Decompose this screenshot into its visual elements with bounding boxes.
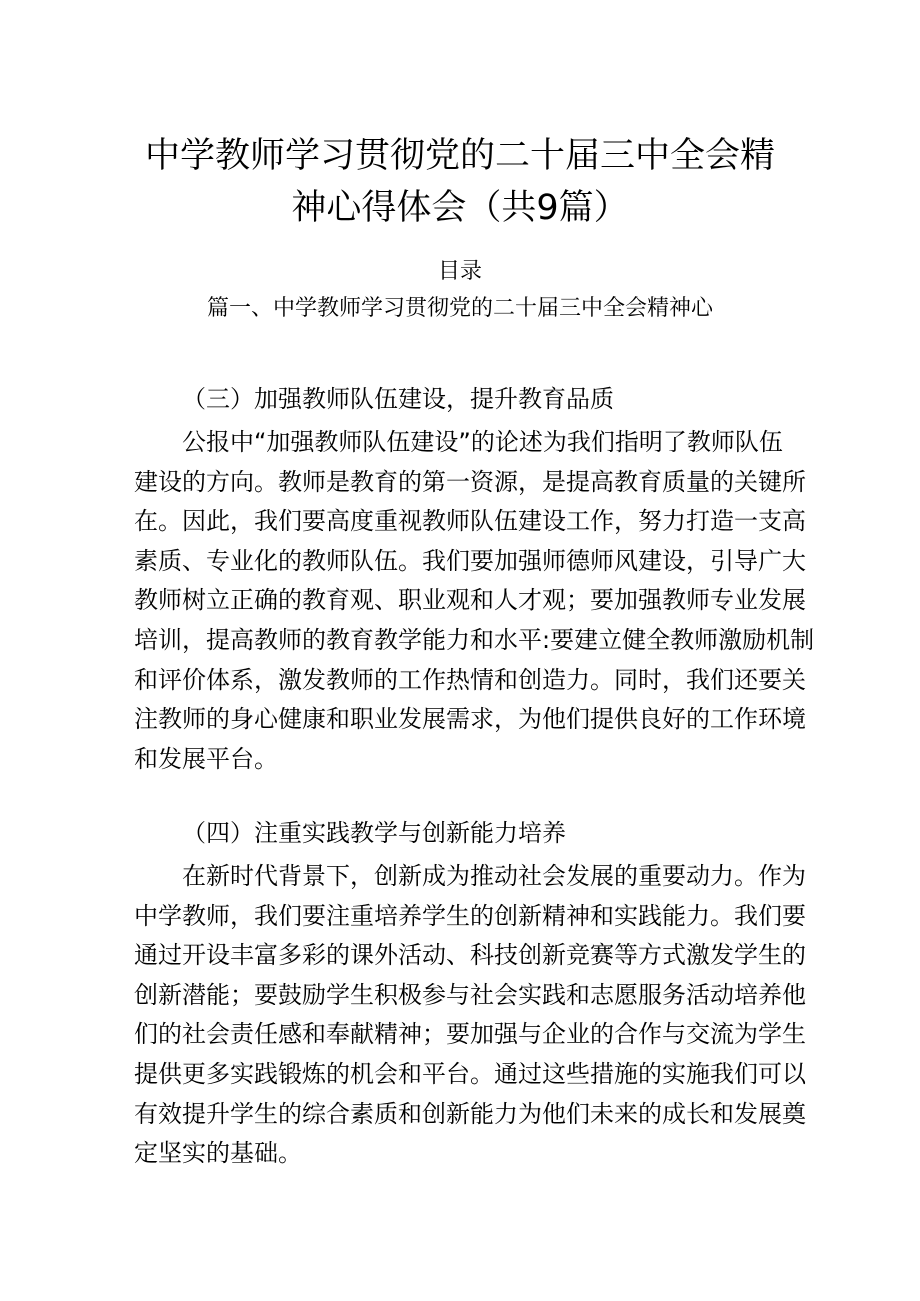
section-3-heading: （三）加强教师队伍建设，提升教育品质 — [182, 385, 614, 413]
paragraph-line: 素质、专业化的教师队伍。我们要加强师德师风建设，引导广大 — [134, 546, 806, 575]
section-4-heading: （四）注重实践教学与创新能力培养 — [182, 819, 566, 847]
paragraph-line: 创新潜能；要鼓励学生积极参与社会实践和志愿服务活动培养他 — [134, 980, 806, 1009]
section-4-paragraph — [134, 857, 806, 1174]
section-3-paragraph — [134, 423, 815, 779]
document-title-line-1: 中学教师学习贯彻党的二十届三中全会精 — [144, 136, 775, 176]
paragraph-line: 有效提升学生的综合素质和创新能力为他们未来的成长和发展奠 — [134, 1099, 806, 1128]
paragraph-line: 定坚实的基础。 — [134, 1139, 302, 1168]
paragraph-line: 和评价体系，激发教师的工作热情和创造力。同时，我们还要关 — [134, 665, 806, 694]
paragraph-line: 和发展平台。 — [134, 744, 278, 773]
paragraph-line: 教师树立正确的教育观、职业观和人才观；要加强教师专业发展 — [134, 586, 806, 615]
paragraph-line: 培训，提高教师的教育教学能力和水平:要建立健全教师激励机制 — [134, 625, 815, 654]
paragraph-line: 通过开设丰富多彩的课外活动、科技创新竞赛等方式激发学生的 — [134, 941, 806, 970]
document-title-line-2: 神心得体会（共9篇） — [291, 188, 629, 228]
toc-heading: 目录 — [437, 259, 482, 284]
paragraph-line: 中学教师，我们要注重培养学生的创新精神和实践能力。我们要 — [134, 901, 806, 930]
paragraph-line: 建设的方向。教师是教育的第一资源，是提高教育质量的关键所 — [134, 467, 806, 496]
paragraph-line: 公报中“加强教师队伍建设”的论述为我们指明了教师队伍 — [182, 428, 783, 456]
paragraph-line: 在新时代背景下，创新成为推动社会发展的重要动力。作为 — [182, 862, 806, 890]
paragraph-line: 们的社会责任感和奉献精神；要加强与企业的合作与交流为学生 — [134, 1020, 806, 1049]
toc-item-1[interactable]: 篇一、中学教师学习贯彻党的二十届三中全会精神心 — [206, 296, 713, 321]
paragraph-line: 在。因此，我们要高度重视教师队伍建设工作，努力打造一支高 — [134, 507, 806, 536]
paragraph-line: 提供更多实践锻炼的机会和平台。通过这些措施的实施我们可以 — [134, 1059, 806, 1088]
paragraph-line: 注教师的身心健康和职业发展需求，为他们提供良好的工作环境 — [134, 705, 806, 734]
